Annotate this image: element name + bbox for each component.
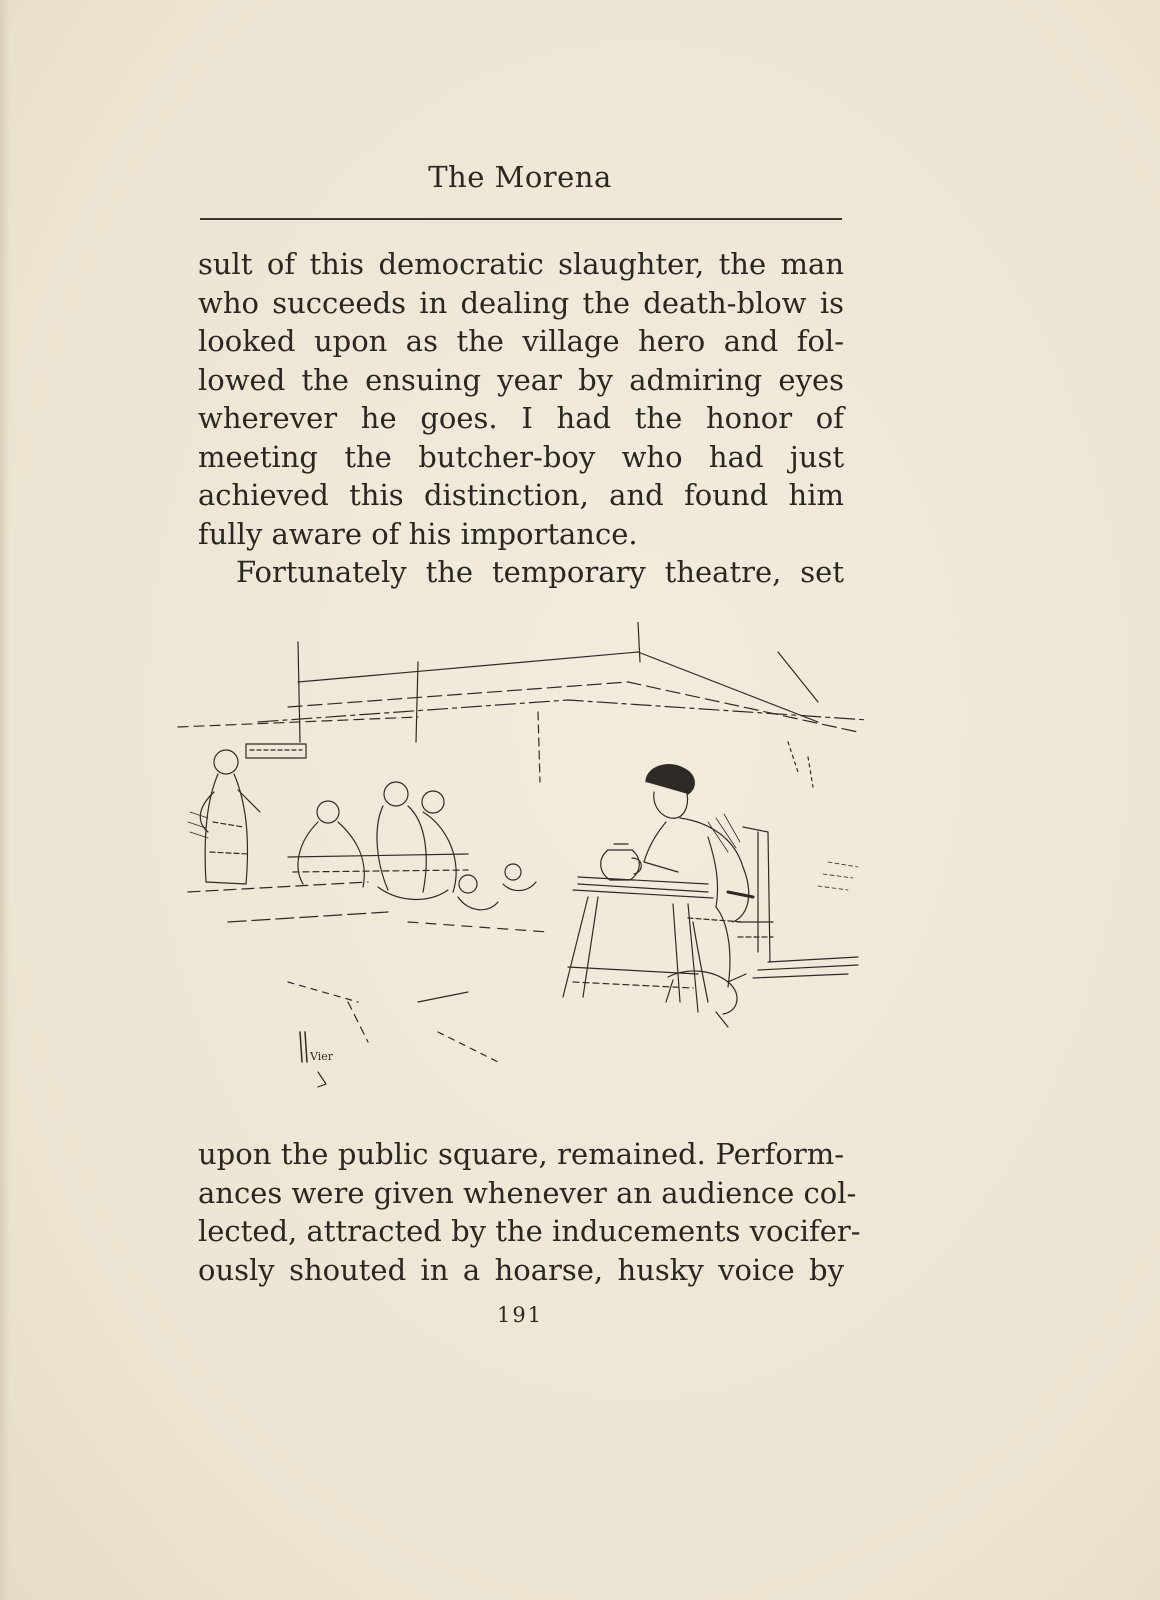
text-line: achieved this distinction, and found him	[198, 478, 844, 512]
page-number: 191	[496, 1303, 544, 1327]
text-line: meeting the butcher-boy who had just	[198, 439, 844, 474]
body-text-before-illustration	[198, 245, 844, 592]
text-line: who succeeds in dealing the death-blow is	[198, 285, 844, 320]
illustration-signature: Vier	[310, 1050, 334, 1063]
text-line: lowed the ensuing year by admiring eyes	[198, 362, 844, 397]
header-rule	[200, 218, 842, 220]
page-gutter-shadow	[0, 0, 10, 1600]
running-head: The Morena	[428, 160, 612, 194]
text-line: ously shouted in a hoarse, husky voice by	[198, 1252, 844, 1287]
paragraph-start-line: Fortunately the temporary theatre, set	[236, 555, 844, 589]
text-line: sult of this democratic slaughter, the man	[198, 247, 844, 281]
text-line: wherever he goes. I had the honor of	[198, 401, 844, 435]
body-text-after-illustration	[198, 1135, 861, 1289]
text-line: fully aware of his importance.	[198, 516, 638, 551]
text-line: lected, attracted by the inducements vocifer-	[198, 1214, 861, 1248]
text-line: upon the public square, remained. Perform-	[198, 1137, 844, 1171]
text-line: ances were given whenever an audience col-	[198, 1175, 857, 1210]
pen-drawing-illustration	[168, 622, 874, 1100]
illustration-svg	[168, 622, 874, 1100]
text-line: looked upon as the village hero and fol-	[198, 324, 844, 358]
